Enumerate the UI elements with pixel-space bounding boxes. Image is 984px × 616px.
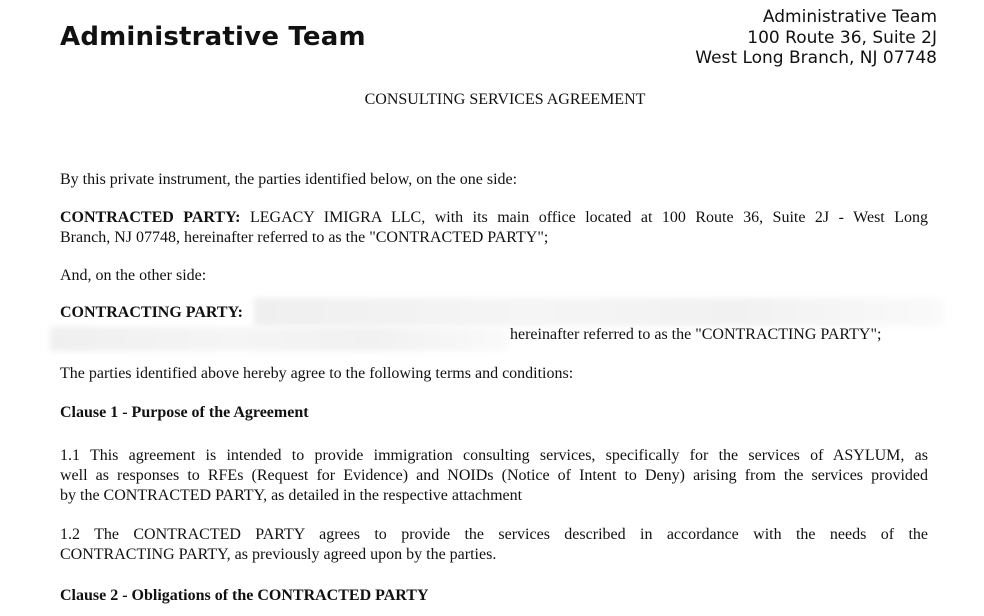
clause-1-1-line-3: by the CONTRACTED PARTY, as detailed in the respective attachment [60, 487, 523, 504]
clause-1-2-line-2: CONTRACTING PARTY, as previously agreed upon by the parties. [60, 546, 497, 563]
redacted-name-field [254, 298, 944, 326]
clause-1-1-line-1: 1.1 This agreement is intended to provide immigration consulting services, specifically for the services of ASYLUM, as [60, 447, 928, 464]
contracted-party-line-1 [60, 208, 928, 228]
contracted-party-label: CONTRACTED PARTY: [60, 209, 241, 226]
redacted-address-field [50, 327, 508, 351]
brand-title: Administrative Team [60, 22, 366, 52]
intro-paragraph: By this private instrument, the parties identified below, on the one side: [60, 171, 518, 188]
address-line-city: West Long Branch, NJ 07748 [695, 48, 937, 68]
clause-1-2-paragraph [60, 525, 928, 565]
address-line-street: 100 Route 36, Suite 2J [747, 27, 937, 48]
clause-1-1-line-2: well as responses to RFEs (Request for Evidence) and NOIDs (Notice of Intent to Deny) arising from the services provided [60, 467, 928, 484]
other-side-text: And, on the other side: [60, 267, 207, 284]
contracting-party-suffix: hereinafter referred to as the "CONTRACTING PARTY"; [510, 326, 882, 343]
contracting-party-label: CONTRACTING PARTY: [60, 304, 244, 321]
document-title: CONSULTING SERVICES AGREEMENT [364, 91, 646, 108]
address-line-name: Administrative Team [762, 7, 937, 27]
contracted-party-paragraph [60, 208, 928, 248]
contracted-party-text-1: LEGACY IMIGRA LLC, with its main office located at 100 Route 36, Suite 2J - West Long [240, 209, 929, 226]
clause-1-2-line-1: 1.2 The CONTRACTED PARTY agrees to provide the services described in accordance with the needs of the [60, 526, 928, 543]
clause-1-1-paragraph [60, 446, 928, 506]
company-address [695, 7, 937, 69]
clause-1-heading: Clause 1 - Purpose of the Agreement [60, 404, 309, 421]
agreement-terms-intro: The parties identified above hereby agree to the following terms and conditions: [60, 365, 574, 382]
contracted-party-line-2: Branch, NJ 07748, hereinafter referred to as the "CONTRACTED PARTY"; [60, 229, 549, 246]
clause-2-heading: Clause 2 - Obligations of the CONTRACTED PARTY [60, 587, 429, 604]
